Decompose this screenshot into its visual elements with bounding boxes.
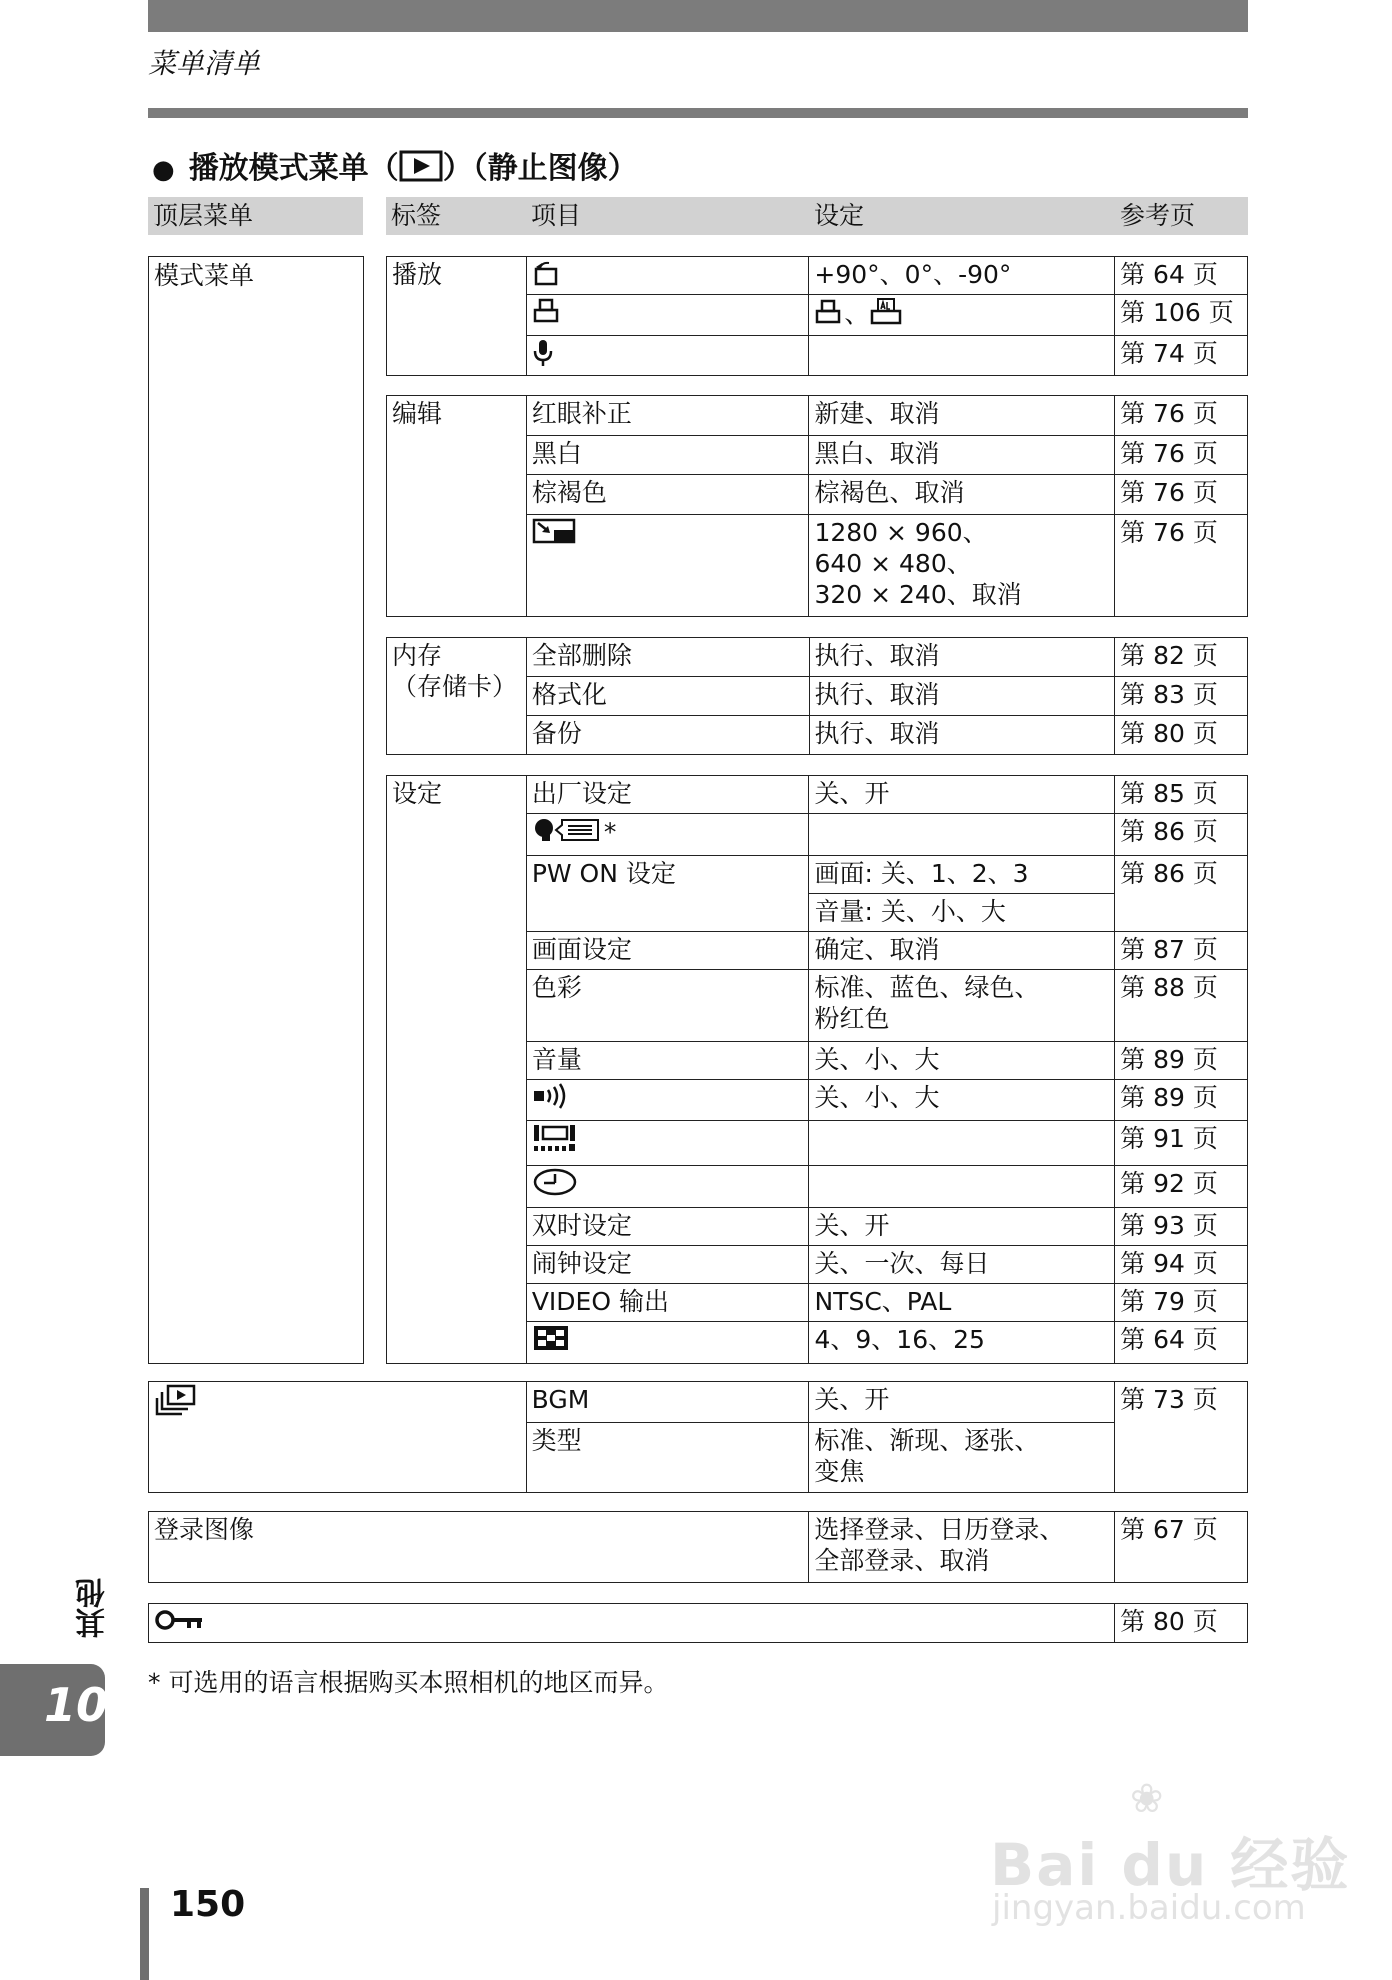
monitor-brightness-icon [532, 1123, 578, 1160]
item-cell: 闹钟设定 [526, 1245, 809, 1283]
header-ref-label: 参考页 [1120, 201, 1196, 230]
item-cell [526, 1165, 809, 1207]
ref-cell: 第 64 页 [1115, 257, 1248, 295]
setting-cell: 4、9、16、25 [809, 1321, 1115, 1363]
language-icon [532, 816, 604, 851]
setting-cell: 关、开 [809, 1207, 1115, 1245]
section-title-text: 播放模式菜单（ [188, 151, 399, 186]
item-cell: 黑白 [526, 435, 809, 475]
ref-cell: 第 64 页 [1115, 1321, 1248, 1363]
setting-cell: 关、一次、每日 [809, 1245, 1115, 1283]
item-cell [526, 1321, 809, 1363]
setting-cell: 音量: 关、小、大 [809, 894, 1115, 932]
title-rule [148, 108, 1248, 118]
item-cell: BGM [526, 1382, 809, 1423]
rotate-icon [532, 259, 562, 294]
setting-cell: 执行、取消 [809, 677, 1115, 716]
ref-cell: 第 89 页 [1115, 1080, 1248, 1121]
print-all-icon [869, 297, 903, 334]
slideshow-cell [149, 1382, 527, 1493]
beep-icon [532, 1083, 572, 1116]
setting-cell [809, 1165, 1115, 1207]
ref-cell: 第 94 页 [1115, 1245, 1248, 1283]
setting-cell: 关、开 [809, 1382, 1115, 1423]
setting-cell: 画面: 关、1、2、3 [809, 856, 1115, 894]
setting-cell: 新建、取消 [809, 396, 1115, 436]
header-item-label: 项目 [531, 201, 582, 230]
section-title [152, 143, 638, 190]
item-cell: 音量 [526, 1042, 809, 1080]
ref-cell: 第 93 页 [1115, 1207, 1248, 1245]
setting-cell: +90°、0°、-90° [809, 257, 1115, 295]
ref-cell: 第 80 页 [1115, 1604, 1248, 1643]
key-icon [154, 1607, 206, 1640]
ref-cell: 第 67 页 [1115, 1512, 1248, 1583]
memory-table [386, 637, 1248, 755]
watermark-logo: Bai du 经验 [990, 1831, 1351, 1899]
item-cell [526, 813, 809, 855]
item-cell: VIDEO 输出 [526, 1283, 809, 1321]
setup-tab: 设定 [387, 776, 527, 1364]
register-label: 登录图像 [149, 1512, 809, 1583]
ref-cell: 第 79 页 [1115, 1283, 1248, 1321]
table-row [387, 638, 1248, 677]
table-row [387, 396, 1248, 436]
item-cell: 红眼补正 [526, 396, 809, 436]
setting-cell: 确定、取消 [809, 932, 1115, 970]
ref-cell: 第 106 页 [1115, 295, 1248, 335]
ref-cell: 第 73 页 [1115, 1382, 1248, 1493]
memory-tab: 内存 （存储卡） [387, 638, 527, 755]
chapter-tab [0, 1664, 109, 1756]
table-row [149, 1382, 1248, 1423]
page-number-bar [140, 1888, 149, 1980]
setting-cell [809, 1120, 1115, 1165]
item-cell: 棕褐色 [526, 475, 809, 515]
header-tab-label: 标签 [391, 201, 442, 230]
setting-cell: 执行、取消 [809, 638, 1115, 677]
setting-cell: 关、小、大 [809, 1042, 1115, 1080]
setting-cell: 棕褐色、取消 [809, 475, 1115, 515]
header-top-menu-label: 顶层菜单 [153, 201, 254, 230]
edit-tab: 编辑 [387, 396, 527, 617]
section-title-tail: ）（静止图像） [442, 151, 638, 186]
setting-cell [809, 335, 1115, 375]
bullet-icon: ● [152, 155, 175, 185]
protect-cell [149, 1604, 1115, 1643]
ref-cell: 第 76 页 [1115, 515, 1248, 617]
setting-cell: 关、开 [809, 776, 1115, 814]
ref-cell: 第 82 页 [1115, 638, 1248, 677]
header-row [386, 197, 1248, 235]
setting-cell: 标准、渐现、逐张、 变焦 [809, 1423, 1115, 1493]
ref-cell: 第 86 页 [1115, 813, 1248, 855]
setting-cell: 1280 × 960、 640 × 480、 320 × 240、取消 [809, 515, 1115, 617]
setup-table [386, 775, 1248, 1364]
ref-cell: 第 86 页 [1115, 856, 1248, 932]
ref-cell: 第 89 页 [1115, 1042, 1248, 1080]
item-cell [526, 515, 809, 617]
ref-cell: 第 76 页 [1115, 435, 1248, 475]
ref-cell: 第 92 页 [1115, 1165, 1248, 1207]
setting-cell: 关、小、大 [809, 1080, 1115, 1121]
table-row [149, 1512, 1248, 1583]
mode-menu-cell [148, 256, 364, 1364]
edit-table [386, 395, 1248, 617]
item-cell [526, 1080, 809, 1121]
item-cell [526, 1120, 809, 1165]
play-icon [399, 150, 443, 190]
index-display-icon [532, 1324, 570, 1359]
setting-separator: 、 [844, 299, 870, 329]
ref-cell: 第 76 页 [1115, 396, 1248, 436]
running-title: 菜单清单 [148, 47, 261, 80]
setting-cell: 选择登录、日历登录、 全部登录、取消 [809, 1512, 1115, 1583]
top-bar [148, 0, 1248, 32]
ref-cell: 第 74 页 [1115, 335, 1248, 375]
slideshow-icon [154, 1384, 198, 1423]
setting-cell [809, 295, 1115, 335]
ref-cell: 第 87 页 [1115, 932, 1248, 970]
watermark-url: jingyan.baidu.com [992, 1888, 1306, 1928]
table-row [149, 1604, 1248, 1643]
playback-tab: 播放 [387, 257, 527, 376]
setting-cell: NTSC、PAL [809, 1283, 1115, 1321]
protect-table [148, 1603, 1248, 1643]
ref-cell: 第 85 页 [1115, 776, 1248, 814]
setting-cell [809, 813, 1115, 855]
item-cell: 格式化 [526, 677, 809, 716]
setting-cell: 黑白、取消 [809, 435, 1115, 475]
item-cell [526, 295, 809, 335]
item-cell: 画面设定 [526, 932, 809, 970]
print-order-icon [814, 298, 844, 333]
item-cell: 出厂设定 [526, 776, 809, 814]
playback-table [386, 256, 1248, 376]
chapter-label: 其他 [76, 1578, 111, 1638]
footnote-mark: * [603, 817, 617, 847]
ref-cell: 第 83 页 [1115, 677, 1248, 716]
ref-cell: 第 91 页 [1115, 1120, 1248, 1165]
paw-icon: ❀ [1130, 1776, 1164, 1822]
item-cell [526, 257, 809, 295]
item-cell: 双时设定 [526, 1207, 809, 1245]
slideshow-table [148, 1381, 1248, 1493]
table-row [387, 257, 1248, 295]
clock-icon [532, 1168, 578, 1203]
item-cell [526, 335, 809, 375]
item-cell: 全部删除 [526, 638, 809, 677]
setting-cell: 标准、蓝色、绿色、 粉红色 [809, 969, 1115, 1041]
setting-cell: 执行、取消 [809, 716, 1115, 755]
header-top-menu [148, 197, 363, 235]
microphone-icon [532, 338, 554, 375]
page-number: 150 [170, 1884, 246, 1925]
resize-icon [532, 518, 576, 551]
item-cell: 备份 [526, 716, 809, 755]
mode-menu-label: 模式菜单 [154, 261, 255, 290]
register-table [148, 1511, 1248, 1583]
ref-cell: 第 76 页 [1115, 475, 1248, 515]
table-row [387, 776, 1248, 814]
print-order-icon [532, 297, 562, 332]
chapter-number: 10 [44, 1678, 109, 1732]
ref-cell: 第 88 页 [1115, 969, 1248, 1041]
header-setting-label: 设定 [814, 201, 865, 230]
item-cell: 类型 [526, 1423, 809, 1493]
item-cell: PW ON 设定 [526, 856, 809, 932]
item-cell: 色彩 [526, 969, 809, 1041]
footnote: * 可选用的语言根据购买本照相机的地区而异。 [148, 1668, 669, 1697]
ref-cell: 第 80 页 [1115, 716, 1248, 755]
